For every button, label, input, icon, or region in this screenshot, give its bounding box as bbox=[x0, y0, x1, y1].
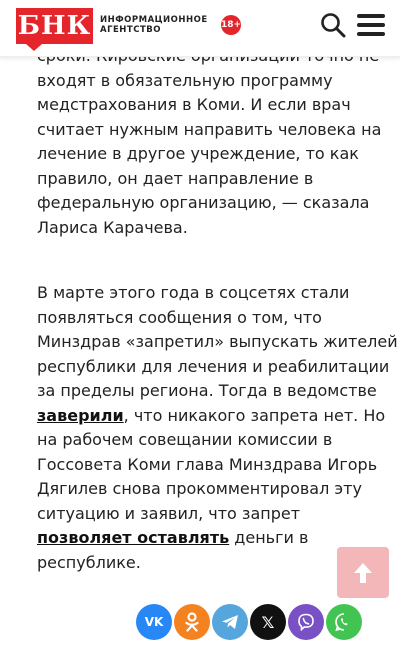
site-header bbox=[0, 0, 400, 57]
x-icon: 𝕏 bbox=[261, 612, 275, 632]
text-line: Минздрав «запретил» выпускать жителей bbox=[37, 332, 398, 351]
text-line: Лариса Карачева. bbox=[37, 217, 188, 237]
text-line: федеральную организацию, — сказала bbox=[37, 193, 370, 212]
link-pozvolyaet-ostavlyat[interactable]: позволяет оставлять bbox=[37, 528, 230, 547]
article-paragraph bbox=[37, 44, 382, 240]
text-line bbox=[37, 404, 386, 429]
share-ok-button[interactable] bbox=[174, 604, 210, 640]
agency-line-1: ИНФОРМАЦИОННОЕ bbox=[100, 15, 208, 25]
hamburger-bar bbox=[357, 23, 385, 27]
text-fragment: , что никакого запрета нет. Но bbox=[123, 405, 386, 425]
odnoklassniki-icon bbox=[184, 612, 200, 632]
agency-line-2: АГЕНТСТВО bbox=[100, 25, 161, 35]
text-line: Госсовета Коми глава Минздрава Игорь bbox=[37, 454, 378, 474]
text-line bbox=[37, 526, 367, 551]
share-vk-button[interactable] bbox=[136, 604, 172, 640]
text-line: за пределы региона. Тогда в ведомстве bbox=[37, 381, 377, 400]
age-rating-badge: 18+ bbox=[221, 15, 241, 35]
text-line: ситуацию и заявил, что запрет bbox=[37, 503, 301, 523]
viber-icon bbox=[297, 613, 315, 631]
arrow-up-icon bbox=[353, 562, 373, 584]
hamburger-icon bbox=[357, 14, 385, 18]
hamburger-bar bbox=[357, 32, 385, 36]
text-fragment: деньги в bbox=[229, 528, 309, 547]
vk-icon: VK bbox=[144, 615, 164, 629]
telegram-icon bbox=[221, 614, 239, 630]
search-button[interactable] bbox=[320, 12, 346, 38]
text-line: медстрахования в Коми. И если врач bbox=[37, 95, 351, 114]
text-line: считает нужным направить человека на bbox=[37, 119, 382, 139]
text-line: появляться сообщения о том, что bbox=[37, 307, 322, 327]
text-line: Дягилев снова прокомментировал эту bbox=[37, 479, 362, 498]
logo-tail bbox=[26, 44, 42, 51]
text-line: входят в обязательную программу bbox=[37, 70, 333, 90]
text-line: республики для лечения и реабилитации bbox=[37, 356, 390, 376]
share-telegram-button[interactable] bbox=[212, 604, 248, 640]
share-x-button[interactable] bbox=[250, 604, 286, 640]
share-viber-button[interactable] bbox=[288, 604, 324, 640]
text-line: В марте этого года в соцсетях стали bbox=[37, 283, 350, 302]
scroll-to-top-button[interactable] bbox=[337, 547, 389, 598]
link-zaverili[interactable]: заверили bbox=[37, 405, 124, 425]
text-line: лечение в другое учреждение, то как bbox=[37, 144, 359, 163]
text-line: правило, он дает направление в bbox=[37, 168, 314, 188]
logo-mark: БНК bbox=[16, 8, 93, 44]
search-icon bbox=[320, 12, 346, 38]
agency-name bbox=[100, 15, 208, 35]
text-line: республике. bbox=[37, 552, 141, 572]
menu-button[interactable] bbox=[357, 14, 385, 36]
share-whatsapp-button[interactable] bbox=[326, 604, 362, 640]
text-line: на рабочем совещании комиссии в bbox=[37, 430, 333, 449]
article-paragraph bbox=[37, 281, 398, 575]
whatsapp-icon bbox=[334, 612, 354, 632]
